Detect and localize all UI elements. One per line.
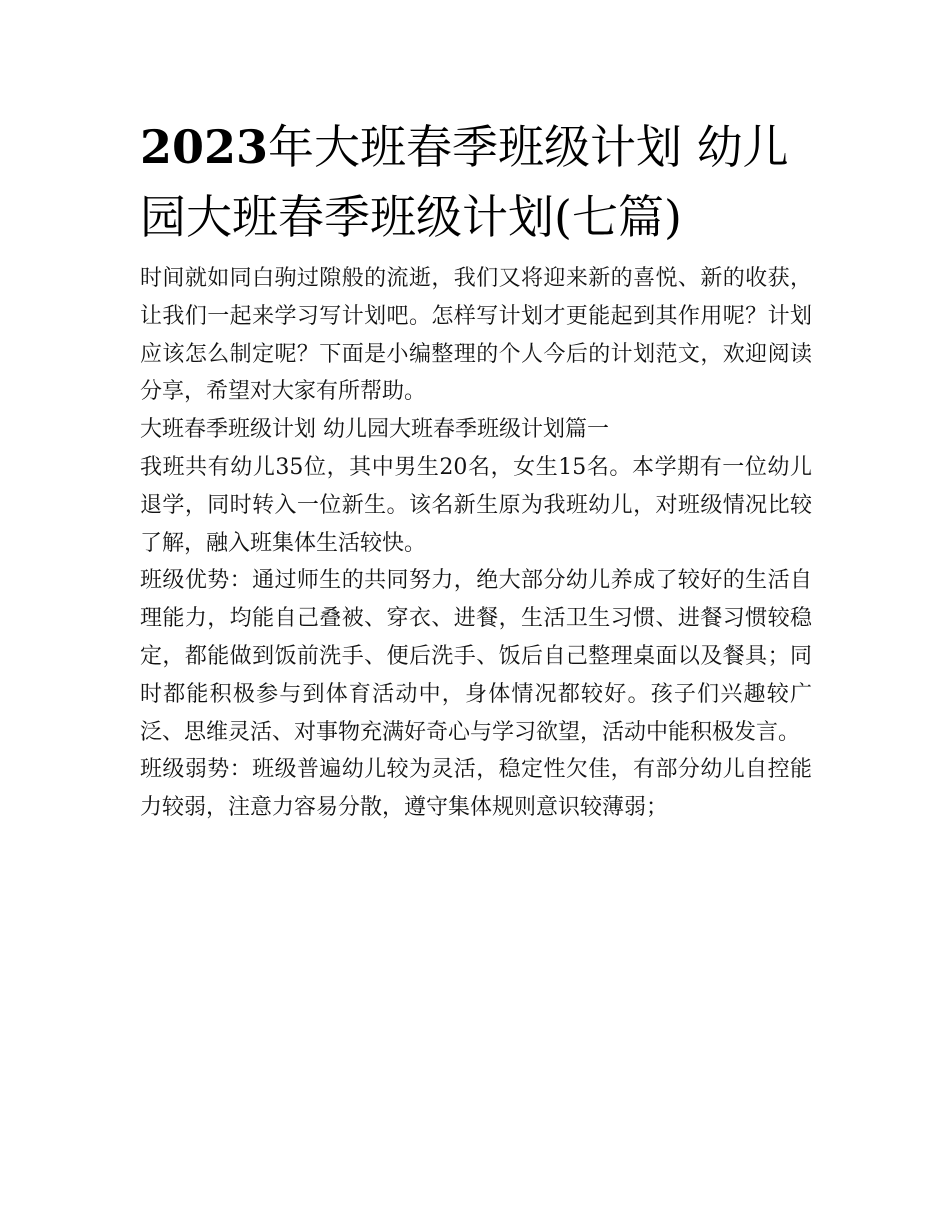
intro-paragraph: 时间就如同白驹过隙般的流逝，我们又将迎来新的喜悦、新的收获，让我们一起来学习写计划吧。怎样写计划才更能起到其作用呢？计划应该怎么制定呢？下面是小编整理的个人今后的计划范文，欢迎阅读分享，希望对大家有所帮助。 [140,266,812,405]
class-weaknesses-paragraph: 班级弱势：班级普遍幼儿较为灵活，稳定性欠佳，有部分幼儿自控能力较弱，注意力容易分散，遵守集体规则意识较薄弱； [140,757,812,821]
document-content [140,112,812,827]
document-title [140,112,812,252]
title-text: 年大班春季班级计划 幼儿园大班春季班级计划(七篇) [140,120,789,244]
class-overview-paragraph: 我班共有幼儿35位，其中男生20名，女生15名。本学期有一位幼儿退学，同时转入一位新生。该名新生原为我班幼儿，对班级情况比较了解，融入班集体生活较快。 [140,454,812,556]
section-heading: 大班春季班级计划 幼儿园大班春季班级计划篇一 [140,417,609,443]
document-body [140,260,812,827]
title-year: 2023 [140,120,269,174]
class-strengths-paragraph: 班级优势：通过师生的共同努力，绝大部分幼儿养成了较好的生活自理能力，均能自己叠被、穿衣、进餐，生活卫生习惯、进餐习惯较稳定，都能做到饭前洗手、便后洗手、饭后自己整理桌面以及餐具；同时都能积极参与到体育活动中，身体情况都较好。孩子们兴趣较广泛、思维灵活、对事物充满好奇心与学习欲望，活动中能积极发言。 [140,568,812,745]
